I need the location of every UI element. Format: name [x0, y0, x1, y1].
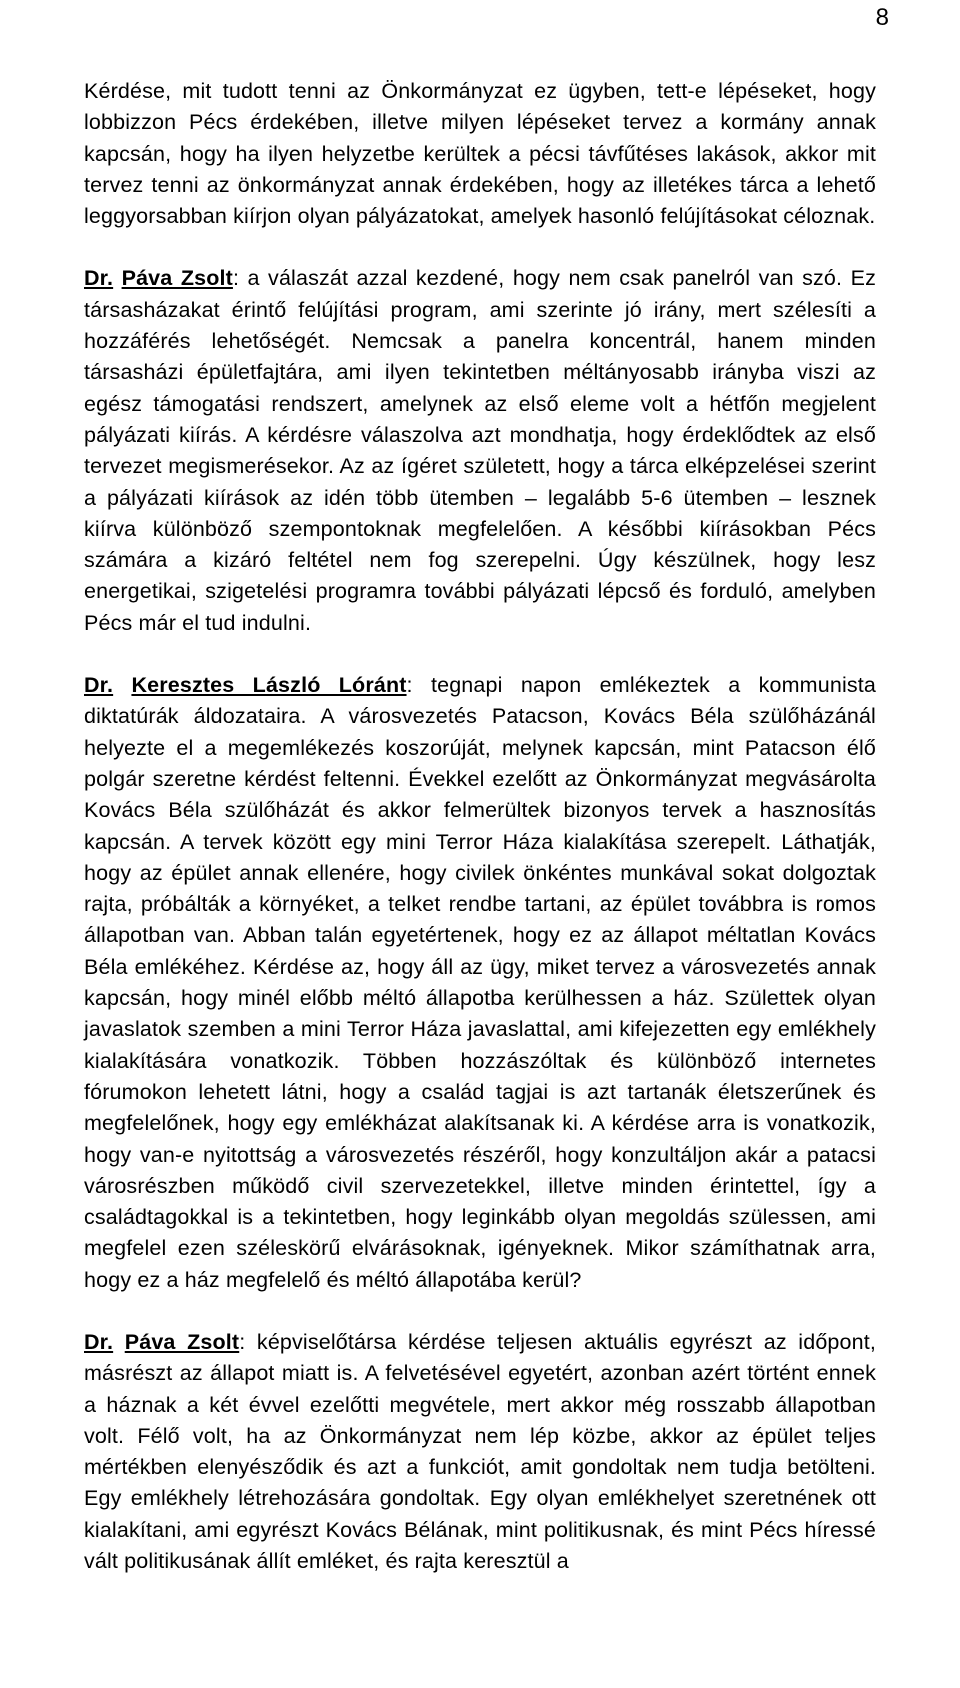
page-number: 8: [875, 4, 889, 31]
speaker-title: Dr.: [84, 1329, 114, 1354]
paragraph-pava-answer-2: [84, 1327, 876, 1577]
speaker-title: Dr.: [84, 673, 114, 698]
speaker-name: Páva Zsolt: [121, 266, 233, 291]
speaker-label: [84, 1330, 239, 1354]
paragraph-keresztes-question: [84, 670, 876, 1296]
speaker-name: Páva Zsolt: [124, 1329, 240, 1354]
speaker-name: Keresztes László Lóránt: [131, 673, 407, 698]
paragraph-text: Kérdése, mit tudott tenni az Önkormányzat ez ügyben, tett-e lépéseket, hogy lobbizzon Pécs érdekében, illetve milyen lépéseket tervez a kormány annak kapcsán, hogy ha ilyen helyzetbe kerültek a pécsi távfűtéses lakások, akkor mit tervez tenni az önkormányzat annak érdekében, hogy az illetékes tárca a lehető leggyorsabban kiírjon olyan pályázatokat, amelyek hasonló felújításokat céloznak.: [84, 79, 876, 229]
speaker-colon: :: [406, 673, 413, 698]
speaker-colon: :: [239, 1329, 246, 1354]
paragraph-question-continuation: [84, 76, 876, 232]
document-body: [84, 76, 876, 1577]
paragraph-text: képviselőtársa kérdése teljesen aktuális egyrészt az időpont, másrészt az állapot miatt is. A felvetésével egyetért, azonban azért történt ennek a háznak a két évvel ezelőtti megvétele, mert akkor még rosszabb állapotban volt. Félő volt, ha az Önkormányzat nem lép közbe, akkor az épület teljes mértékben elenyésződik és azt a funkciót, amit gondoltak nem tudja betölteni. Egy emlékhely létrehozására gondoltak. Egy olyan emlékhelyet szeretnének ott kialakítani, ami egyrészt Kovács Bélának, mint politikusnak, és mint Pécs híressé vált politikusának állít emléket, és rajta keresztül a: [84, 1329, 876, 1574]
paragraph-text: a válaszát azzal kezdené, hogy nem csak panelról van szó. Ez társasházakat érintő felújítási program, ami szerinte jó irány, mert szélesíti a hozzáférés lehetőségét. Nemcsak a panelra koncentrál, hanem minden társasházi épületfajtára, ami ilyen tekintetben méltányosabb irányba viszi az egész támogatási rendszert, amelynek az első eleme volt a hétfőn megjelent pályázati kiírás. A kérdésre válaszolva azt mondhatja, hogy érdeklődtek az első tervezet megismerésekor. Az az ígéret született, hogy a tárca elképzelései szerint a pályázati kiírások az idén több ütemben – legalább 5-6 ütemben – lesznek kiírva különböző szempontoknak megfelelően. A későbbi kiírásokban Pécs számára a kizáró feltétel nem fog szerepelni. Úgy készülnek, hogy lesz energetikai, szigetelési programra további pályázati lépcső és forduló, amelyben Pécs már el tud indulni.: [84, 266, 876, 635]
speaker-label: [84, 673, 407, 697]
speaker-colon: :: [232, 266, 240, 291]
speaker-label: [84, 266, 233, 290]
paragraph-text: tegnapi napon emlékeztek a kommunista diktatúrák áldozataira. A városvezetés Patacson, Kovács Béla szülőházánál helyezte el a megemlékezés koszorúját, melynek kapcsán, mint Patacson élő polgár szeretne kérdést feltenni. Évekkel ezelőtt az Önkormányzat megvásárolta Kovács Béla szülőházát és akkor felmerültek bizonyos tervek a hasznosítás kapcsán. A tervek között egy mini Terror Háza kialakítása szerepelt. Láthatják, hogy az épület annak ellenére, hogy civilek önkéntes munkával sokat dolgoztak rajta, próbálták a környéket, a telket rendbe tartani, az épület továbbra is romos állapotban van. Abban talán egyetértenek, hogy ez az állapot méltatlan Kovács Béla emlékéhez. Kérdése az, hogy áll az ügy, miket tervez a városvezetés annak kapcsán, hogy minél előbb méltó állapotba kerülhessen a ház. Születtek olyan javaslatok szemben a mini Terror Háza javaslattal, ami kifejezetten egy emlékhely kialakítására vonatkozik. Többen hozzászóltak és különböző internetes fórumokon lehetett látni, hogy a család tagjai is azt tartanák életszerűnek és megfelelőnek, hogy egy emlékházat alakítsanak ki. A kérdése arra is vonatkozik, hogy van-e nyitottság a városvezetés részéről, hogy konzultáljon akár a patacsi városrészben működő civil szervezetekkel, illetve minden érintettel, így a családtagokkal is a tekintetben, hogy leginkább olyan megoldás szülessen, ami megfelel ezen széleskörű elvárásoknak, igényeknek. Mikor számíthatnak arra, hogy ez a ház megfelelő és méltó állapotába kerül?: [84, 673, 876, 1292]
paragraph-pava-answer-1: [84, 263, 876, 639]
speaker-title: Dr.: [84, 266, 114, 291]
